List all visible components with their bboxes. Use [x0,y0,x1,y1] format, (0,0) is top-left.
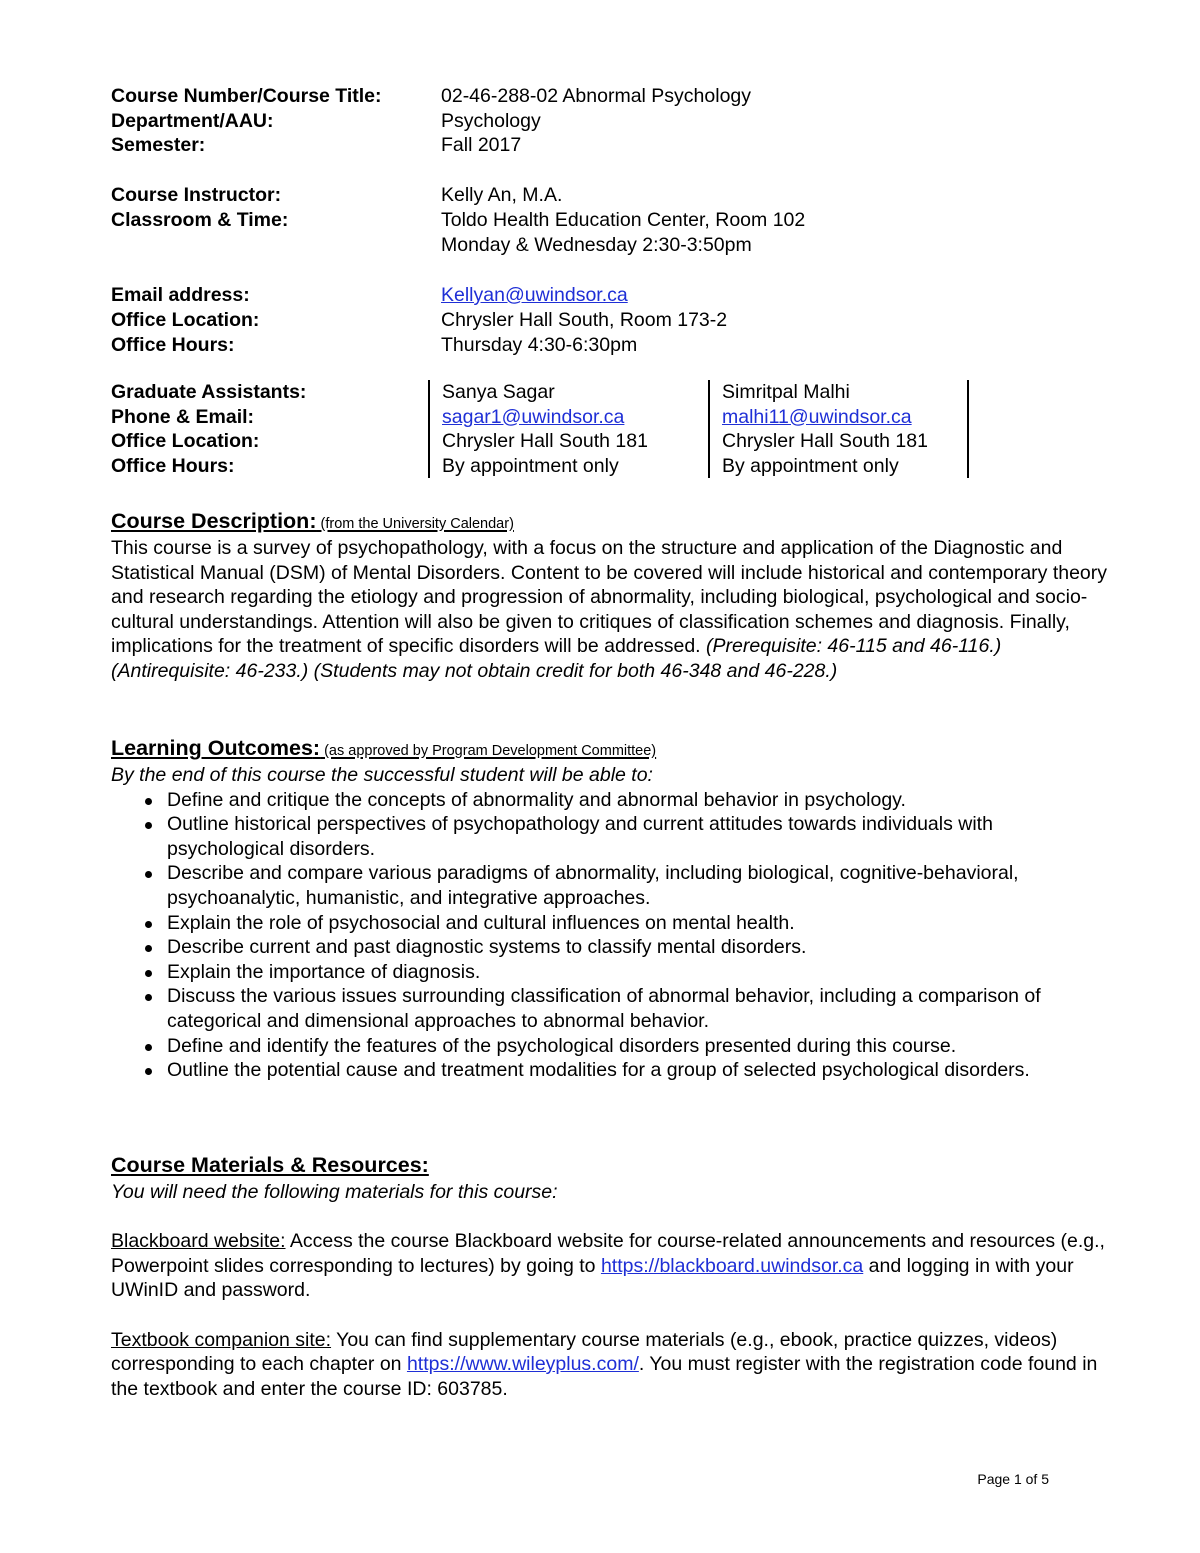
description-note: (from the University Calendar) [316,516,514,532]
list-item: Outline the potential cause and treatment modalities for a group of selected psychological disorders. [167,1058,1111,1083]
department-value: Psychology [441,110,541,132]
ga-email-link[interactable]: sagar1@uwindsor.ca [442,405,625,428]
list-item: Outline historical perspectives of psychopathology and current attitudes towards individuals with psychological disorders. [167,812,1111,861]
ga-office: Chrysler Hall South 181 [722,430,928,453]
description-heading: Course Description: [111,509,317,533]
ga-label: Office Location: [111,430,260,453]
list-item: Describe current and past diagnostic systems to classify mental disorders. [167,935,1111,960]
department-label: Department/AAU: [111,110,274,132]
ga-email-link[interactable]: malhi11@uwindsor.ca [722,405,912,428]
outcomes-heading: Learning Outcomes [111,736,313,760]
list-item: Discuss the various issues surrounding classification of abnormal behavior, including a comparison of categorical and dimensional approaches to abnormal behavior. [167,984,1111,1033]
blackboard-paragraph [111,1229,1111,1303]
ga-hours: By appointment only [722,454,899,477]
instructor-label: Course Instructor: [111,184,282,206]
instructor-email-link[interactable]: Kellyan@uwindsor.ca [441,284,628,306]
course-description-section [111,509,1111,684]
ga-hours: By appointment only [442,454,619,477]
ga-name: Simritpal Malhi [722,381,850,403]
description-text: This course is a survey of psychopathology, with a focus on the structure and application of the Diagnostic and Statistical Manual (DSM) of Mental Disorders. Content to be covered will include historical and contemporary theory and research regarding the etiology and progression of abnormality, including biological, psychological and socio-cultural understandings. Attention will also be given to critiques of classification schemes and diagnosis. Finally, implications for the treatment of specific disorders will be addressed. [111,537,1108,658]
outcomes-note: (as approved by Program Development Committee) [320,743,657,759]
ga-label: Office Hours: [111,454,235,477]
description-body [111,536,1111,684]
ga-name: Sanya Sagar [442,381,555,403]
textbook-text: You can find supplementary course materials (e.g., ebook, practice quizzes, videos) corresponding to each chapter on [111,1328,1058,1376]
classroom-value: Toldo Health Education Center, Room 102 [441,209,806,231]
course-label: Course Number/Course Title: [111,85,382,107]
outcomes-intro: By the end of this course the successful student will be able to: [111,764,653,786]
graduate-assistants-table [111,380,981,482]
wileyplus-link[interactable]: https://www.wileyplus.com/ [406,1353,639,1376]
materials-heading: Course Materials & Resources: [111,1153,429,1177]
time-value: Monday & Wednesday 2:30-3:50pm [441,234,752,256]
textbook-paragraph [111,1328,1111,1402]
textbook-text-2: . You must register with the registration code found in the textbook and enter the course ID: 603785. [111,1353,1098,1400]
materials-intro: You will need the following materials for this course: [111,1181,558,1203]
list-item: Describe and compare various paradigms of abnormality, including biological, cognitive-behavioral, psychoanalytic, humanistic, and integrative approaches. [167,861,1111,910]
semester-label: Semester: [111,134,206,156]
ga-column-2 [708,380,969,478]
list-item: Define and critique the concepts of abnormality and abnormal behavior in psychology. [167,788,1111,813]
email-label: Email address: [111,284,250,306]
blackboard-label: Blackboard website: [111,1230,286,1253]
list-item: Explain the importance of diagnosis. [167,960,1111,985]
hours-label: Office Hours: [111,334,235,356]
learning-outcomes-section: Learning Outcomes: (as approved by Program Development Committee) By the end of this course the successful student will be able to: Define and critique the concepts of abnormality and abnormal behavior in psychology. Outline historical perspectives of psychopathology and current attitudes towards individuals with psychological disorders. Describe and compare various paradigms of abnormality, including biological, cognitive-behavioral, psychoanalytic, humanistic, and integrative approaches. Explain the role of psychosocial and cultural influences on mental health. Describe current and past diagnostic systems to classify mental disorders. Explain the importance of diagnosis. Discuss the various issues surrounding classification of abnormal behavior, including a comparison of categorical and dimensional approaches to abnormal behavior. Define and identify the features of the psychological disorders presented during this course. Outline the potential cause and treatment modalities for a group of selected psychological disorders. [111,736,1111,1083]
blackboard-text-2: and logging in with your UWinID and password. [111,1254,1074,1302]
classroom-label: Classroom & Time: [111,209,289,231]
semester-value: Fall 2017 [441,134,522,156]
blackboard-text: Access the course Blackboard website for course-related announcements and resources (e.g., Powerpoint slides corresponding to lectures) by going to [111,1230,1105,1277]
list-item: Explain the role of psychosocial and cultural influences on mental health. [167,911,1111,936]
office-label: Office Location: [111,309,260,331]
ga-column-1 [428,380,710,478]
ga-office: Chrysler Hall South 181 [442,430,648,453]
description-prereq: (Prerequisite: 46-115 and 46-116.) (Antirequisite: 46-233.) (Students may not obtain credit for both 46-348 and 46-228.) [111,635,1002,682]
hours-value: Thursday 4:30-6:30pm [441,334,638,356]
instructor-value: Kelly An, M.A. [441,184,563,206]
course-value: 02-46-288-02 Abnormal Psychology [441,85,752,107]
page-number: Page 1 of 5 [977,1471,1049,1487]
outcomes-list [111,788,1111,1083]
ga-labels [111,380,306,478]
ga-label: Phone & Email: [111,405,255,428]
blackboard-link[interactable]: https://blackboard.uwindsor.ca [600,1254,864,1277]
ga-label: Graduate Assistants: [111,381,307,403]
office-value: Chrysler Hall South, Room 173-2 [441,309,728,331]
list-item: Define and identify the features of the psychological disorders presented during this course. [167,1034,1111,1059]
course-materials-section [111,1153,1111,1401]
textbook-label: Textbook companion site: [111,1328,332,1351]
